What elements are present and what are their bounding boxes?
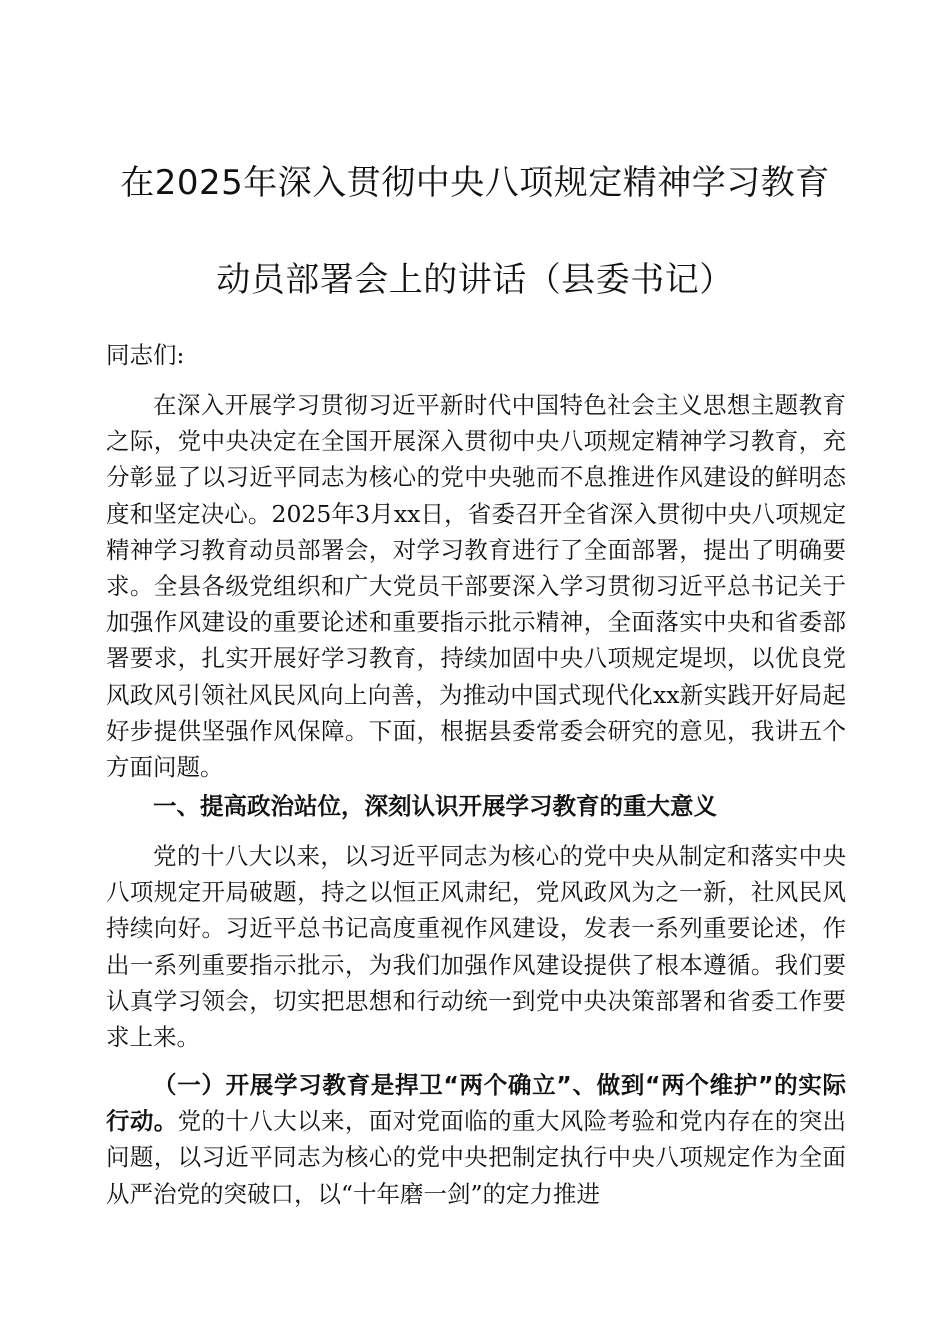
document-title-line2: 动员部署会上的讲话（县委书记）	[216, 260, 734, 300]
paragraph-intro: 在深入开展学习贯彻习近平新时代中国特色社会主义思想主题教育之际，党中央决定在全国开展深入贯彻中央八项规定精神学习教育，充分彰显了以习近平同志为核心的党中央驰而不息推进作风建设的鲜明态度和坚定决心。2025年3月xx日，省委召开全省深入贯彻中央八项规定精神学习教育动员部署会，对学习教育进行了全面部署，提出了明确要求。全县各级党组织和广大党员干部要深入学习贯彻习近平总书记关于加强作风建设的重要论述和重要指示批示精神，全面落实中央和省委部署要求，扎实开展好学习教育，持续加固中央八项规定堤坝，以优良党风政风引领社风民风向上向善，为推动中国式现代化xx新实践开好局起好步提供坚强作风保障。下面，根据县委常委会研究的意见，我讲五个方面问题。	[106, 391, 846, 782]
section-heading-1: 一、提高政治站位，深刻认识开展学习教育的重大意义	[153, 792, 717, 820]
subsection-text-1: 党的十八大以来，面对党面临的重大风险考验和党内存在的突出问题，以习近平同志为核心的党中央把制定执行中央八项规定作为全面从严治党的突破口，以“十年磨一剑”的定力推进	[106, 1107, 847, 1208]
paragraph-section1: 党的十八大以来，以习近平同志为核心的党中央从制定和落实中央八项规定开局破题，持之以恒正风肃纪，党风政风为之一新，社风民风持续向好。习近平总书记高度重视作风建设，发表一系列重要论述，作出一系列重要指示批示，为我们加强作风建设提供了根本遵循。我们要认真学习领会，切实把思想和行动统一到党中央决策部署和省委工作要求上来。	[106, 842, 846, 1052]
subsection-heading-1: （一）开展学习教育是捍卫“两个确立”、做到“两个维护”的实际行动。	[106, 1071, 846, 1136]
document-title-line1: 在2025年深入贯彻中央八项规定精神学习教育	[120, 163, 830, 203]
salutation: 同志们:	[106, 341, 185, 369]
paragraph-subsection1	[106, 1067, 846, 1212]
